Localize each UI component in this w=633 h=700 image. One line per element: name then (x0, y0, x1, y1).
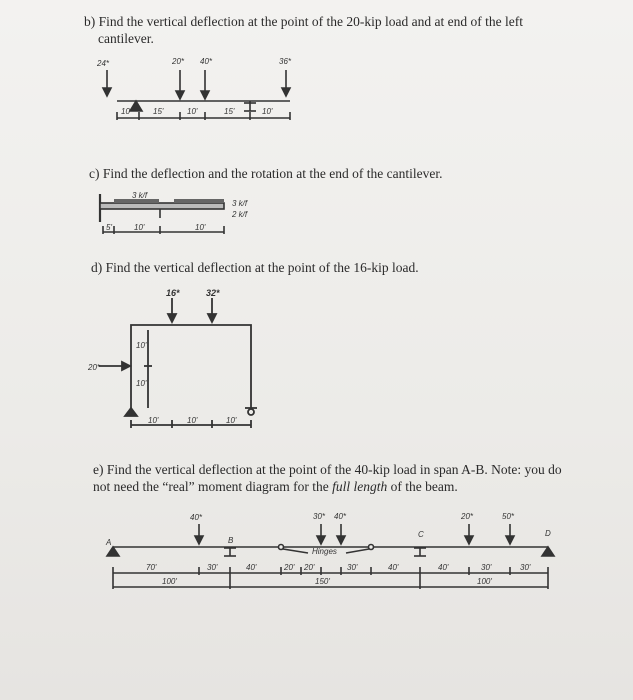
span-b-3: 10' (187, 107, 198, 116)
problem-e-line2: not need the “real” moment diagram for the full length of the beam. (93, 479, 458, 494)
problem-d-text: d) Find the vertical deflection at the point of the 16-kip load. (91, 260, 419, 275)
support-e-C: C (418, 530, 424, 539)
load-d-2: 32* (206, 288, 220, 298)
span-e-7: 40' (388, 563, 399, 572)
span-b-1: 10' (121, 107, 132, 116)
span-b-4: 15' (224, 107, 235, 116)
load-b-2: 20* (172, 57, 185, 66)
load-c-2: 3 k/f (232, 199, 248, 208)
span-e-10: 30' (520, 563, 531, 572)
load-d-3: 20* (88, 363, 101, 372)
load-e-1: 40* (190, 513, 203, 522)
support-e-A: A (106, 538, 112, 547)
support-e-D: D (545, 529, 551, 538)
load-b-4: 36* (279, 57, 292, 66)
span-e-2: 30' (207, 563, 218, 572)
span-e-1: 70' (146, 563, 157, 572)
span-e-3: 40' (246, 563, 257, 572)
total-e-2: 150' (315, 577, 330, 586)
load-b-1: 24* (97, 59, 110, 68)
load-e-5: 50* (502, 512, 515, 521)
total-e-1: 100' (162, 577, 177, 586)
span-b-5: 10' (262, 107, 273, 116)
height-d-2: 10' (136, 379, 147, 388)
span-e-8: 40' (438, 563, 449, 572)
emphasis-full-length: full length (332, 479, 388, 494)
span-e-6: 30' (347, 563, 358, 572)
total-e-3: 100' (477, 577, 492, 586)
load-e-4: 20* (461, 512, 474, 521)
problem-b-line1: b) Find the vertical deflection at the point of the 20-kip load and at end of the left (84, 14, 523, 29)
support-e-B: B (228, 536, 234, 545)
problem-b-line2: cantilever. (98, 31, 154, 46)
problem-e-line1: e) Find the vertical deflection at the point of the 40-kip load in span A-B. Note: you do (93, 462, 562, 477)
hinges-label: Hinges (312, 547, 337, 556)
span-c-2: 10' (134, 223, 145, 232)
load-b-3: 40* (200, 57, 213, 66)
span-e-9: 30' (481, 563, 492, 572)
span-d-1: 10' (148, 416, 159, 425)
span-c-1: 5' (106, 223, 112, 232)
height-d-1: 10' (136, 341, 147, 350)
load-e-2: 30* (313, 512, 326, 521)
span-d-2: 10' (187, 416, 198, 425)
load-c-1: 3 k/f (132, 191, 148, 200)
span-e-4: 20' (284, 563, 295, 572)
load-e-3: 40* (334, 512, 347, 521)
problem-c-text: c) Find the deflection and the rotation at the end of the cantilever. (89, 166, 443, 181)
span-c-3: 10' (195, 223, 206, 232)
span-d-3: 10' (226, 416, 237, 425)
load-c-3: 2 k/f (232, 210, 248, 219)
span-b-2: 15' (153, 107, 164, 116)
load-d-1: 16* (166, 288, 180, 298)
span-e-5: 20' (304, 563, 315, 572)
